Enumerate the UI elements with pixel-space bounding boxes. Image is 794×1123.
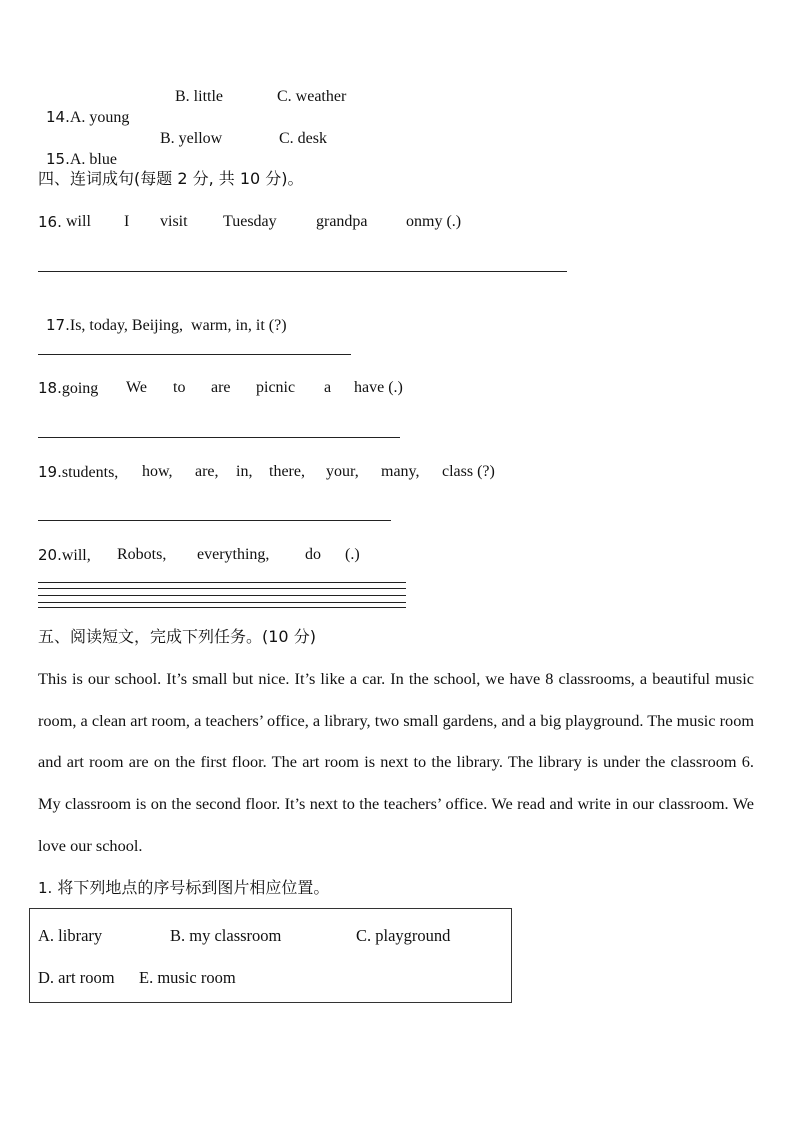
answer-line[interactable] — [38, 607, 406, 608]
word: have (.) — [354, 379, 403, 396]
reading-passage: This is our school. It’s small but nice. It’s like a car. In the school, we have 8 classrooms, a beautiful music room, a clean art room, a teachers’ office, a library, two small gardens, and a big playground. The music room and art room are on the first floor. The art room is next to the library. The library is under the classroom 6. My classroom is on the second floor. It’s next to the teachers’ office. We read and write in our classroom. We love our school. — [38, 669, 754, 855]
word: onmy (.) — [406, 213, 462, 230]
word: how, — [142, 463, 173, 480]
word: are — [211, 379, 231, 396]
answer-line[interactable] — [38, 588, 406, 589]
option-c: C. playground — [356, 926, 451, 945]
word: a — [324, 379, 332, 396]
question-15 — [38, 129, 117, 170]
word: (.) — [345, 546, 360, 563]
word: We — [126, 379, 147, 396]
word: there, — [269, 463, 305, 480]
section-5-heading: 五、阅读短文，完成下列任务。(10 分) — [38, 627, 316, 646]
section-4-heading: 四、连词成句(每题 2 分, 共 10 分)。 — [38, 169, 304, 188]
word: I — [124, 213, 130, 230]
question-20-number: 20.will, — [38, 546, 91, 564]
option-c: C. desk — [279, 130, 327, 147]
answer-line[interactable] — [38, 437, 400, 438]
word: will — [66, 213, 91, 230]
question-19-number: 19.students, — [38, 463, 119, 481]
answer-line[interactable] — [38, 602, 406, 603]
word-list: Is, today, Beijing, warm, in, it (?) — [69, 317, 287, 334]
word: your, — [326, 463, 359, 480]
question-17: 17.Is, today, Beijing, warm, in, it (?) — [46, 316, 287, 334]
question-number: 15. — [46, 150, 70, 168]
answer-line[interactable] — [38, 271, 567, 272]
word: Robots, — [117, 546, 167, 563]
question-14 — [38, 87, 129, 128]
option-c: C. weather — [277, 88, 347, 105]
answer-options-box — [29, 908, 512, 1003]
word: picnic — [256, 379, 296, 396]
word: are, — [195, 463, 219, 480]
word: to — [173, 379, 186, 396]
answer-line[interactable] — [38, 354, 351, 355]
option-a: A. library — [38, 926, 103, 945]
question-18-number: 18.going — [38, 379, 99, 397]
task-1: 1. 将下列地点的序号标到图片相应位置。 — [38, 878, 330, 897]
option-a: A. blue — [69, 151, 117, 168]
option-a: A. young — [69, 109, 130, 126]
option-e: E. music room — [139, 968, 236, 987]
answer-line[interactable] — [38, 520, 391, 521]
question-16-number: 16. — [38, 213, 62, 231]
word: in, — [236, 463, 253, 480]
word: visit — [160, 213, 188, 230]
answer-line[interactable] — [38, 582, 406, 583]
answer-line[interactable] — [38, 595, 406, 596]
word: many, — [381, 463, 420, 480]
question-number: 14. — [46, 108, 70, 126]
option-d: D. art room — [38, 968, 115, 987]
word: grandpa — [316, 213, 368, 230]
word: Tuesday — [223, 213, 277, 230]
word: do — [305, 546, 321, 563]
word: everything, — [197, 546, 270, 563]
word: class (?) — [442, 463, 495, 480]
option-b: B. yellow — [160, 130, 223, 147]
option-b: B. my classroom — [170, 926, 282, 945]
option-b: B. little — [175, 88, 223, 105]
